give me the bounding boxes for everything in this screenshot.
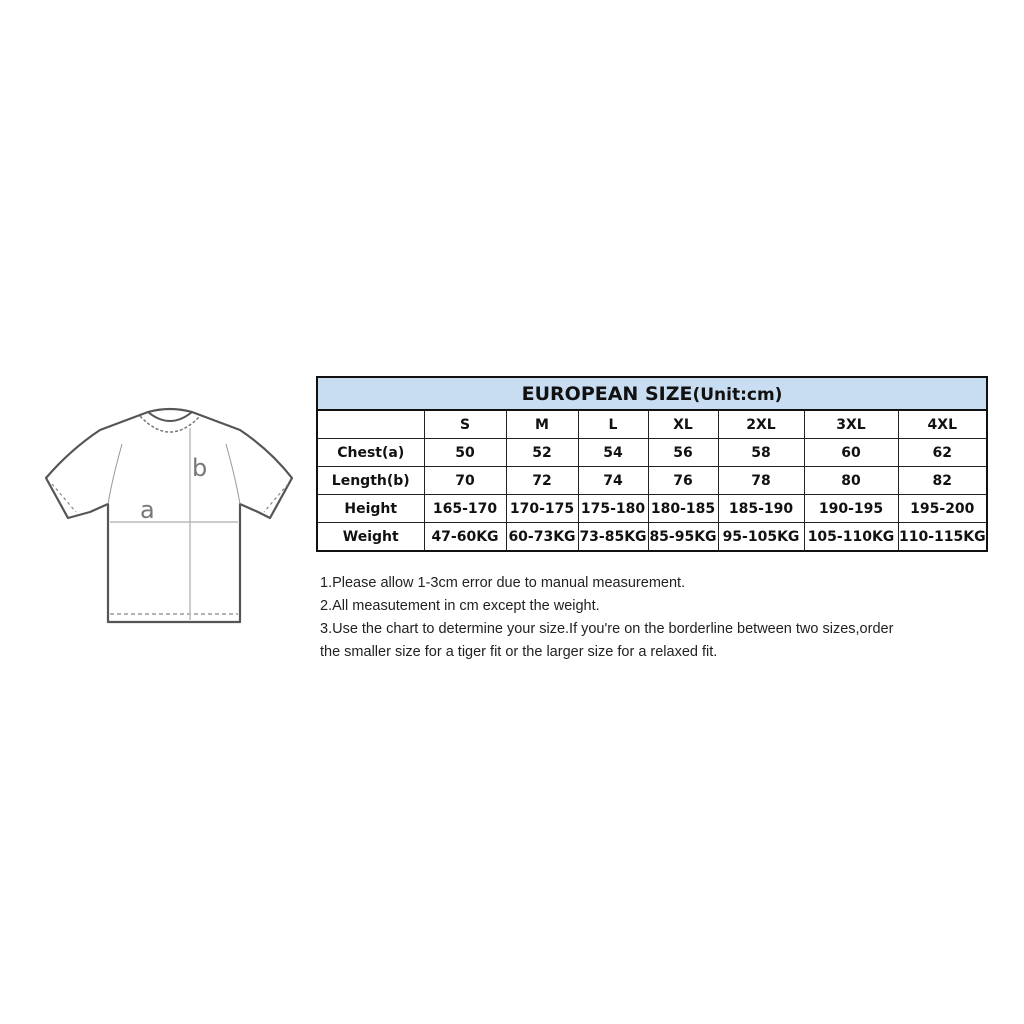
note-line: 3.Use the chart to determine your size.If you're on the borderline between two sizes,order	[320, 621, 894, 637]
table-cell: 190-195	[804, 495, 898, 523]
table-cell: 58	[718, 439, 804, 467]
size-chart	[316, 376, 986, 552]
table-cell: 52	[506, 439, 578, 467]
row-label: Length(b)	[317, 467, 424, 495]
size-header: 4XL	[898, 410, 987, 439]
note-line: the smaller size for a tiger fit or the larger size for a relaxed fit.	[320, 644, 718, 660]
title-text: EUROPEAN SIZE	[521, 382, 693, 405]
tshirt-outline-icon	[40, 400, 300, 635]
row-label: Weight	[317, 523, 424, 552]
table-cell: 73-85KG	[578, 523, 648, 552]
size-header: L	[578, 410, 648, 439]
size-header: 2XL	[718, 410, 804, 439]
label-b: b	[192, 454, 208, 482]
table-cell: 56	[648, 439, 718, 467]
table-cell: 175-180	[578, 495, 648, 523]
size-header: 3XL	[804, 410, 898, 439]
unit-text: (Unit:cm)	[692, 384, 783, 405]
table-cell: 54	[578, 439, 648, 467]
row-label: Chest(a)	[317, 439, 424, 467]
table-cell: 70	[424, 467, 506, 495]
table-cell: 60-73KG	[506, 523, 578, 552]
size-header: XL	[648, 410, 718, 439]
table-cell: 76	[648, 467, 718, 495]
size-header: M	[506, 410, 578, 439]
table-cell: 85-95KG	[648, 523, 718, 552]
size-header: S	[424, 410, 506, 439]
table-cell: 62	[898, 439, 987, 467]
table-cell: 95-105KG	[718, 523, 804, 552]
table-row	[317, 495, 987, 523]
table-cell: 82	[898, 467, 987, 495]
table-row	[317, 523, 987, 552]
table-row	[317, 467, 987, 495]
table-cell: 170-175	[506, 495, 578, 523]
size-notes	[320, 572, 980, 664]
table-cell: 105-110KG	[804, 523, 898, 552]
table-cell: 80	[804, 467, 898, 495]
size-table	[316, 376, 988, 552]
table-cell: 47-60KG	[424, 523, 506, 552]
size-header-row	[317, 410, 987, 439]
table-cell: 60	[804, 439, 898, 467]
table-cell: 110-115KG	[898, 523, 987, 552]
table-row	[317, 439, 987, 467]
table-cell: 74	[578, 467, 648, 495]
tshirt-diagram	[40, 400, 300, 635]
table-cell: 72	[506, 467, 578, 495]
row-label: Height	[317, 495, 424, 523]
label-a: a	[140, 496, 155, 524]
table-cell: 185-190	[718, 495, 804, 523]
table-cell: 180-185	[648, 495, 718, 523]
table-title	[317, 377, 987, 410]
corner-cell	[317, 410, 424, 439]
table-cell: 195-200	[898, 495, 987, 523]
note-line: 1.Please allow 1-3cm error due to manual measurement.	[320, 575, 686, 591]
table-cell: 165-170	[424, 495, 506, 523]
table-cell: 78	[718, 467, 804, 495]
table-cell: 50	[424, 439, 506, 467]
note-line: 2.All measutement in cm except the weight.	[320, 598, 600, 614]
